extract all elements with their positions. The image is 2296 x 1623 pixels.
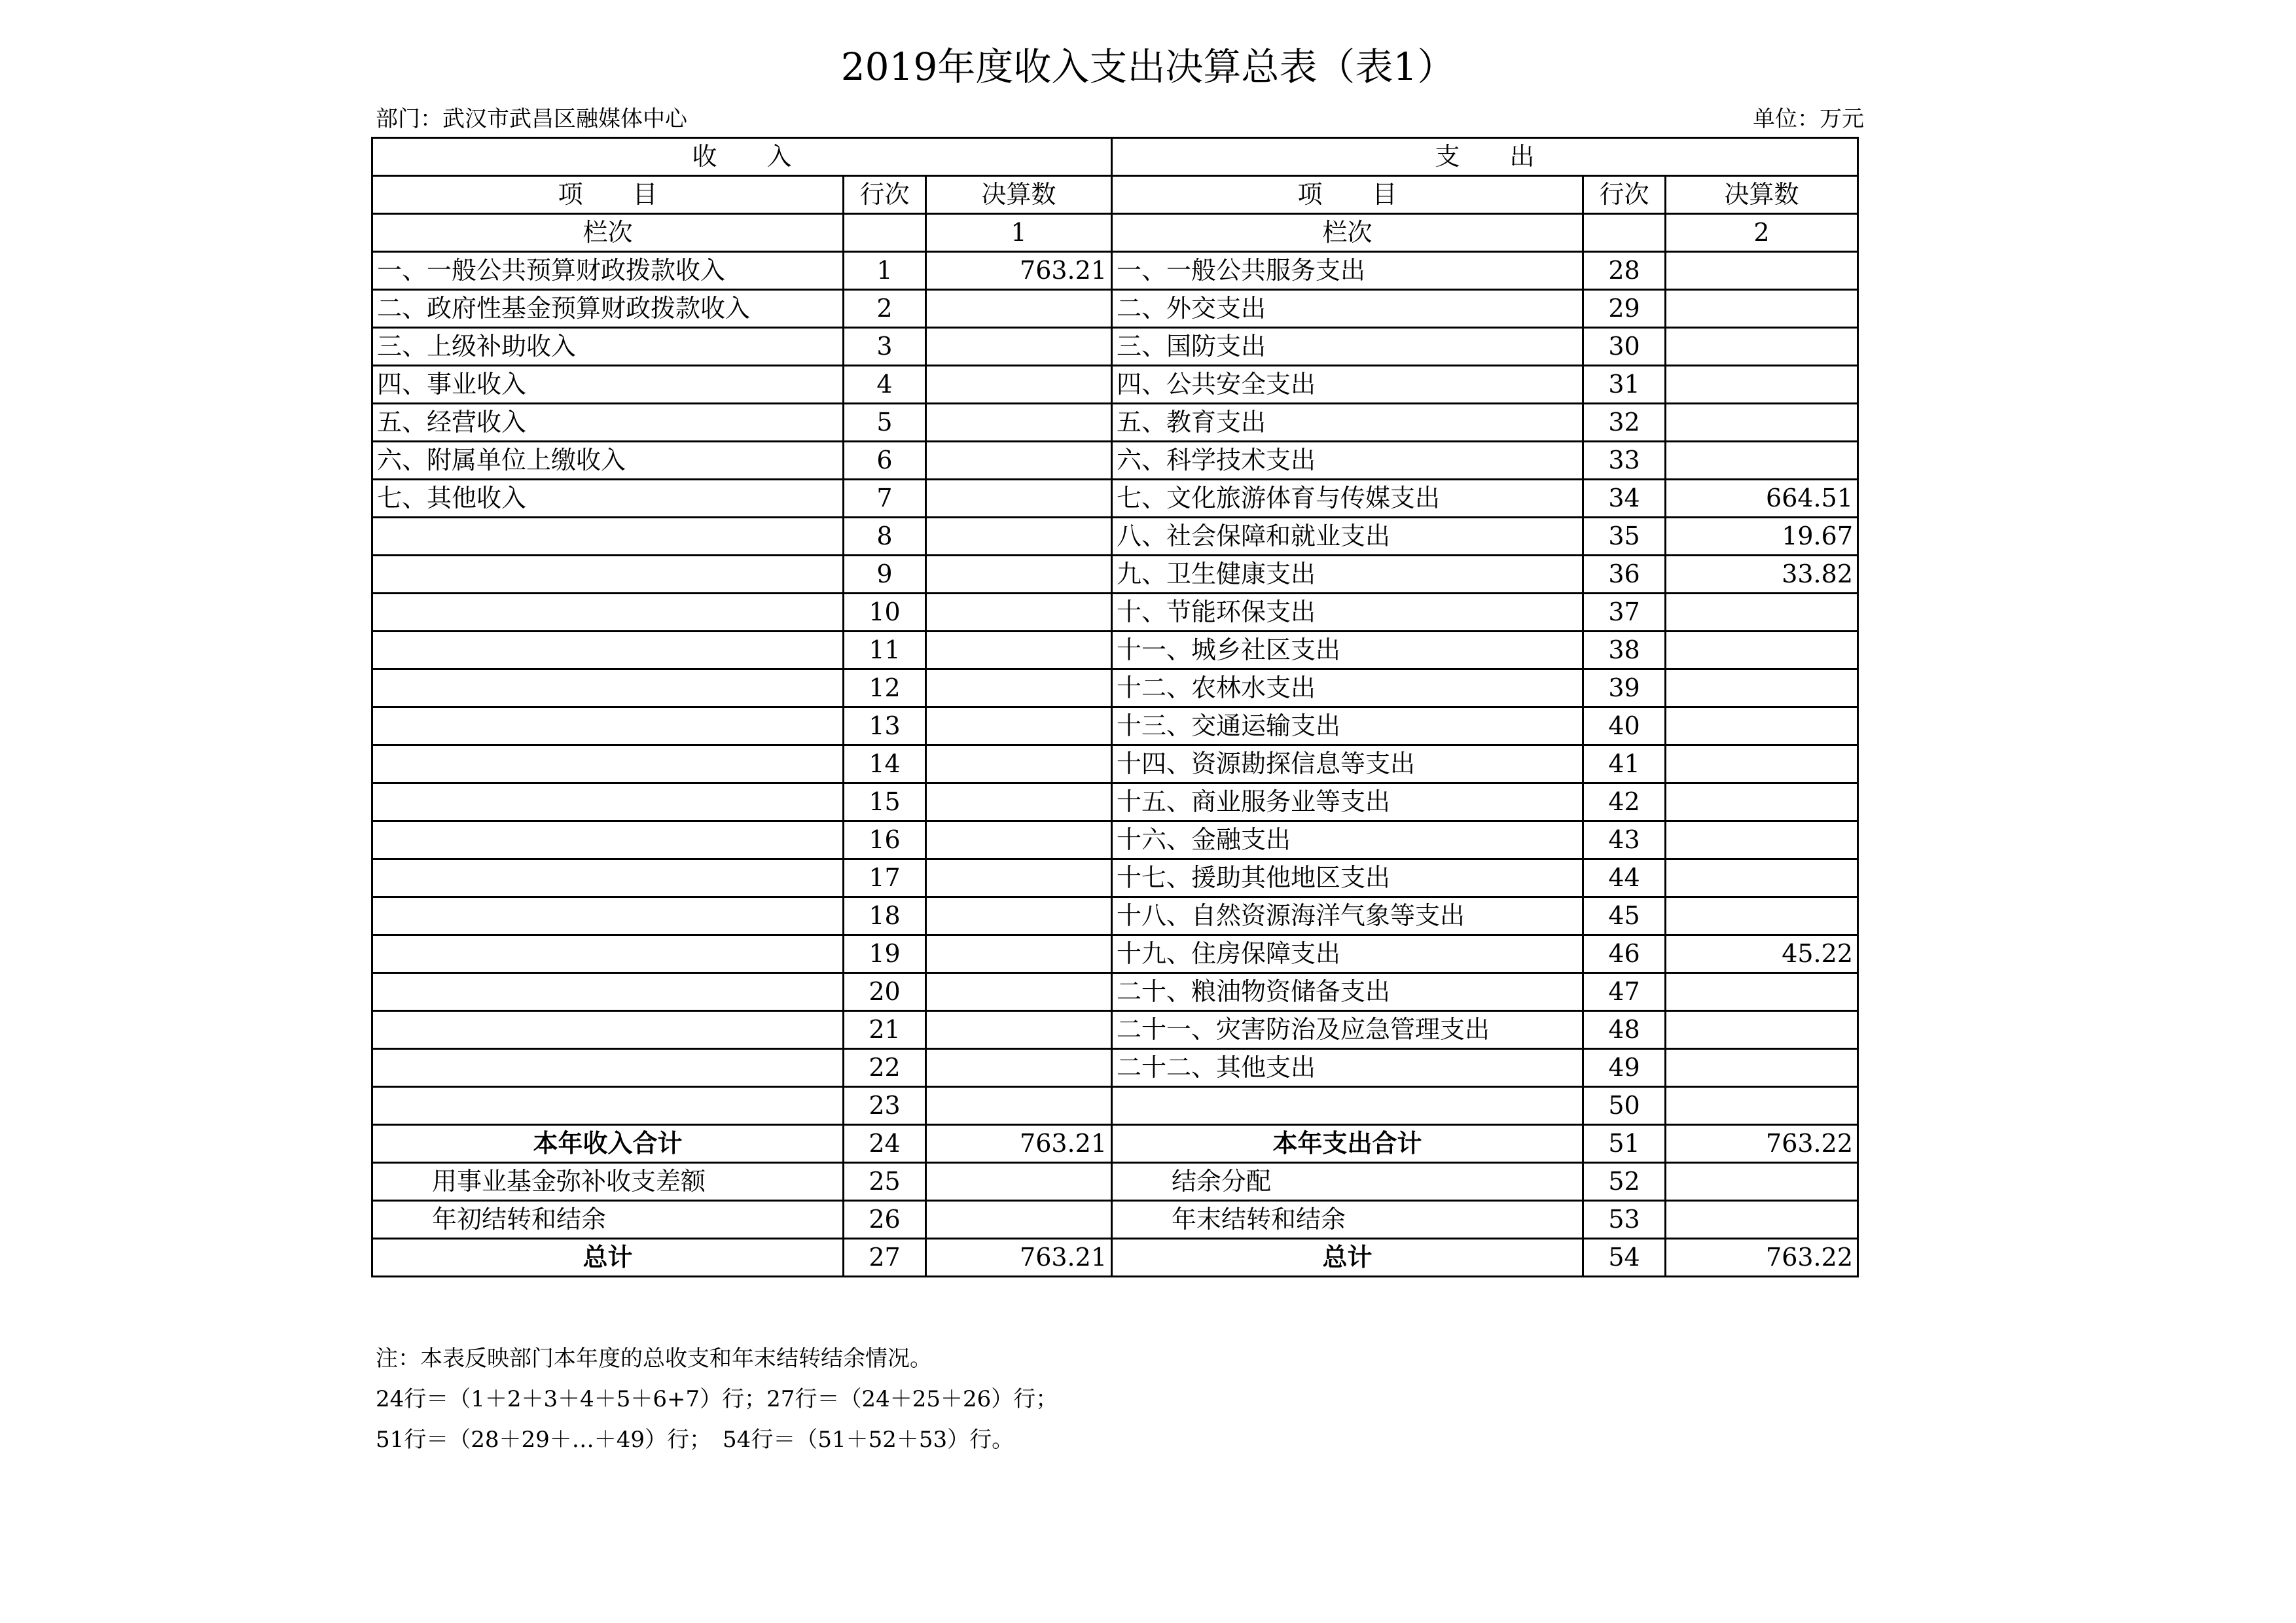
expense-item: 十、节能环保支出: [1112, 594, 1583, 632]
expense-row-number: 45: [1583, 897, 1666, 935]
income-item: [372, 1049, 844, 1087]
expense-amount-header: 决算数: [1666, 176, 1858, 214]
expense-item: 十二、农林水支出: [1112, 669, 1583, 707]
table-row: [372, 252, 1858, 290]
expense-column-index: 2: [1666, 214, 1858, 252]
income-item: [372, 821, 844, 859]
expense-amount: [1666, 1011, 1858, 1049]
note-line: 注：本表反映部门本年度的总收支和年末结转结余情况。: [376, 1346, 932, 1372]
expense-row-number: 42: [1583, 783, 1666, 821]
income-amount: [926, 480, 1112, 518]
income-row-number: 25: [844, 1163, 926, 1201]
expense-row-number: 48: [1583, 1011, 1666, 1049]
income-row-number: 24: [844, 1125, 926, 1163]
income-item: [372, 632, 844, 669]
table-row: [372, 821, 1858, 859]
income-amount: [926, 1087, 1112, 1125]
income-amount: [926, 556, 1112, 594]
income-item: 四、事业收入: [372, 366, 844, 404]
expense-amount: [1666, 859, 1858, 897]
header-row-sections: [372, 138, 1858, 176]
expense-item: 结余分配: [1112, 1163, 1583, 1201]
table-row: [372, 594, 1858, 632]
income-row-number: 19: [844, 935, 926, 973]
income-amount: [926, 1011, 1112, 1049]
table-row: [372, 1011, 1858, 1049]
income-item: [372, 897, 844, 935]
expense-amount: 45.22: [1666, 935, 1858, 973]
income-amount: [926, 404, 1112, 442]
expense-item: 十一、城乡社区支出: [1112, 632, 1583, 669]
income-amount: [926, 821, 1112, 859]
expense-amount: [1666, 290, 1858, 328]
income-column-label: 栏次: [372, 214, 844, 252]
income-amount: [926, 707, 1112, 745]
income-amount: [926, 518, 1112, 556]
expense-row-number: 41: [1583, 745, 1666, 783]
income-item: 三、上级补助收入: [372, 328, 844, 366]
expense-item: [1112, 1087, 1583, 1125]
income-amount: [926, 328, 1112, 366]
expense-amount: [1666, 404, 1858, 442]
expense-row-number: 52: [1583, 1163, 1666, 1201]
expense-item: 十五、商业服务业等支出: [1112, 783, 1583, 821]
income-row-number: 6: [844, 442, 926, 480]
income-row-number: 5: [844, 404, 926, 442]
table-row: [372, 480, 1858, 518]
income-item: 七、其他收入: [372, 480, 844, 518]
income-row-number: 16: [844, 821, 926, 859]
income-amount: [926, 1049, 1112, 1087]
expense-item: 二、外交支出: [1112, 290, 1583, 328]
expense-item: 七、文化旅游体育与传媒支出: [1112, 480, 1583, 518]
table-row: [372, 632, 1858, 669]
expense-row-number: 46: [1583, 935, 1666, 973]
income-item: 二、政府性基金预算财政拨款收入: [372, 290, 844, 328]
income-amount: [926, 632, 1112, 669]
expense-item: 十八、自然资源海洋气象等支出: [1112, 897, 1583, 935]
income-item: [372, 1011, 844, 1049]
table-row: [372, 707, 1858, 745]
expense-column-label: 栏次: [1112, 214, 1583, 252]
income-header: 收 入: [372, 138, 1112, 176]
expense-item: 三、国防支出: [1112, 328, 1583, 366]
expense-amount: [1666, 1049, 1858, 1087]
income-row-number: 2: [844, 290, 926, 328]
table-row: [372, 404, 1858, 442]
expense-item: 八、社会保障和就业支出: [1112, 518, 1583, 556]
income-item: 总计: [372, 1239, 844, 1277]
income-item: [372, 594, 844, 632]
note-line: 24行＝（1＋2＋3＋4＋5＋6+7）行；27行＝（24＋25＋26）行；: [376, 1386, 1058, 1412]
income-row-number: 18: [844, 897, 926, 935]
income-amount: [926, 935, 1112, 973]
expense-item: 二十二、其他支出: [1112, 1049, 1583, 1087]
expense-row-number: 32: [1583, 404, 1666, 442]
expense-item: 五、教育支出: [1112, 404, 1583, 442]
expense-item: 十六、金融支出: [1112, 821, 1583, 859]
expense-amount: [1666, 973, 1858, 1011]
total-row: [372, 1239, 1858, 1277]
expense-rowno-header: 行次: [1583, 176, 1666, 214]
income-row-number: 12: [844, 669, 926, 707]
table-row: [372, 745, 1858, 783]
table-row: [372, 897, 1858, 935]
income-amount: [926, 366, 1112, 404]
expense-item: 一、一般公共服务支出: [1112, 252, 1583, 290]
income-amount: 763.21: [926, 252, 1112, 290]
expense-row-number: 40: [1583, 707, 1666, 745]
income-item-header: 项 目: [372, 176, 844, 214]
income-row-number: 17: [844, 859, 926, 897]
income-amount: [926, 669, 1112, 707]
income-item: 本年收入合计: [372, 1125, 844, 1163]
income-rowno-header: 行次: [844, 176, 926, 214]
table-row: [372, 290, 1858, 328]
income-row-number: 20: [844, 973, 926, 1011]
expense-amount: 763.22: [1666, 1125, 1858, 1163]
expense-amount: [1666, 1163, 1858, 1201]
income-amount: [926, 1163, 1112, 1201]
empty-cell: [1583, 214, 1666, 252]
expense-item: 二十、粮油物资储备支出: [1112, 973, 1583, 1011]
expense-item: 十三、交通运输支出: [1112, 707, 1583, 745]
income-item: 六、附属单位上缴收入: [372, 442, 844, 480]
expense-item: 四、公共安全支出: [1112, 366, 1583, 404]
expense-amount: [1666, 632, 1858, 669]
income-row-number: 10: [844, 594, 926, 632]
income-row-number: 3: [844, 328, 926, 366]
income-amount: [926, 859, 1112, 897]
income-amount: [926, 745, 1112, 783]
income-row-number: 13: [844, 707, 926, 745]
table-row: [372, 366, 1858, 404]
expense-amount: 664.51: [1666, 480, 1858, 518]
table-row: [372, 973, 1858, 1011]
expense-amount: [1666, 328, 1858, 366]
table-row: [372, 1049, 1858, 1087]
table-row: [372, 1163, 1858, 1201]
income-row-number: 11: [844, 632, 926, 669]
expense-item: 十九、住房保障支出: [1112, 935, 1583, 973]
income-amount: 763.21: [926, 1125, 1112, 1163]
table-row: [372, 1201, 1858, 1239]
header-row-columns: [372, 176, 1858, 214]
income-row-number: 14: [844, 745, 926, 783]
expense-item: 六、科学技术支出: [1112, 442, 1583, 480]
note-line: 51行＝（28＋29＋…＋49）行； 54行＝（51＋52＋53）行。: [376, 1427, 1014, 1453]
table-row: [372, 859, 1858, 897]
income-item: [372, 935, 844, 973]
expense-amount: [1666, 442, 1858, 480]
table-row: [372, 783, 1858, 821]
income-row-number: 1: [844, 252, 926, 290]
income-row-number: 21: [844, 1011, 926, 1049]
expense-amount: [1666, 821, 1858, 859]
income-row-number: 22: [844, 1049, 926, 1087]
header-row-column-index: [372, 214, 1858, 252]
income-item: [372, 973, 844, 1011]
income-amount: [926, 290, 1112, 328]
income-item: [372, 783, 844, 821]
income-column-index: 1: [926, 214, 1112, 252]
income-item: [372, 707, 844, 745]
table-row: [372, 328, 1858, 366]
expense-row-number: 31: [1583, 366, 1666, 404]
unit-label: 单位：万元: [1753, 106, 1864, 132]
expense-amount: [1666, 897, 1858, 935]
expense-amount: 19.67: [1666, 518, 1858, 556]
expense-row-number: 38: [1583, 632, 1666, 669]
expense-row-number: 35: [1583, 518, 1666, 556]
expense-row-number: 44: [1583, 859, 1666, 897]
income-amount: [926, 442, 1112, 480]
expense-amount: 33.82: [1666, 556, 1858, 594]
income-amount: 763.21: [926, 1239, 1112, 1277]
table-row: [372, 935, 1858, 973]
income-amount: [926, 973, 1112, 1011]
expense-row-number: 33: [1583, 442, 1666, 480]
income-item: [372, 1087, 844, 1125]
income-item: 五、经营收入: [372, 404, 844, 442]
income-item: [372, 859, 844, 897]
table-row: [372, 1087, 1858, 1125]
income-amount-header: 决算数: [926, 176, 1112, 214]
expense-row-number: 49: [1583, 1049, 1666, 1087]
expense-row-number: 43: [1583, 821, 1666, 859]
income-amount: [926, 594, 1112, 632]
expense-item-header: 项 目: [1112, 176, 1583, 214]
income-item: [372, 669, 844, 707]
income-item: [372, 518, 844, 556]
income-amount: [926, 783, 1112, 821]
empty-cell: [844, 214, 926, 252]
expense-row-number: 39: [1583, 669, 1666, 707]
income-item: 用事业基金弥补收支差额: [372, 1163, 844, 1201]
income-row-number: 4: [844, 366, 926, 404]
income-row-number: 8: [844, 518, 926, 556]
expense-item: 九、卫生健康支出: [1112, 556, 1583, 594]
expense-amount: [1666, 594, 1858, 632]
expense-amount: [1666, 745, 1858, 783]
budget-table: [371, 137, 1859, 1277]
subtotal-row: [372, 1125, 1858, 1163]
expense-amount: [1666, 1201, 1858, 1239]
income-item: [372, 556, 844, 594]
expense-amount: [1666, 669, 1858, 707]
notes: [376, 1338, 1058, 1460]
expense-row-number: 34: [1583, 480, 1666, 518]
income-amount: [926, 1201, 1112, 1239]
expense-amount: 763.22: [1666, 1239, 1858, 1277]
income-item: 一、一般公共预算财政拨款收入: [372, 252, 844, 290]
page-title: 2019年度收入支出决算总表（表1）: [840, 45, 1456, 89]
expense-item: 十七、援助其他地区支出: [1112, 859, 1583, 897]
expense-amount: [1666, 252, 1858, 290]
income-row-number: 15: [844, 783, 926, 821]
expense-row-number: 51: [1583, 1125, 1666, 1163]
expense-row-number: 54: [1583, 1239, 1666, 1277]
income-item: [372, 745, 844, 783]
expense-row-number: 36: [1583, 556, 1666, 594]
expense-item: 本年支出合计: [1112, 1125, 1583, 1163]
table-row: [372, 556, 1858, 594]
expense-header: 支 出: [1112, 138, 1858, 176]
expense-item: 十四、资源勘探信息等支出: [1112, 745, 1583, 783]
expense-row-number: 30: [1583, 328, 1666, 366]
expense-amount: [1666, 366, 1858, 404]
expense-row-number: 29: [1583, 290, 1666, 328]
expense-row-number: 50: [1583, 1087, 1666, 1125]
income-item: 年初结转和结余: [372, 1201, 844, 1239]
expense-item: 二十一、灾害防治及应急管理支出: [1112, 1011, 1583, 1049]
income-row-number: 27: [844, 1239, 926, 1277]
expense-item: 总计: [1112, 1239, 1583, 1277]
expense-row-number: 47: [1583, 973, 1666, 1011]
income-row-number: 23: [844, 1087, 926, 1125]
table-row: [372, 518, 1858, 556]
department-label: 部门：武汉市武昌区融媒体中心: [376, 106, 687, 132]
table-row: [372, 442, 1858, 480]
expense-amount: [1666, 1087, 1858, 1125]
table-row: [372, 669, 1858, 707]
income-amount: [926, 897, 1112, 935]
expense-row-number: 37: [1583, 594, 1666, 632]
income-row-number: 7: [844, 480, 926, 518]
expense-item: 年末结转和结余: [1112, 1201, 1583, 1239]
expense-row-number: 53: [1583, 1201, 1666, 1239]
income-row-number: 9: [844, 556, 926, 594]
income-row-number: 26: [844, 1201, 926, 1239]
expense-row-number: 28: [1583, 252, 1666, 290]
expense-amount: [1666, 783, 1858, 821]
expense-amount: [1666, 707, 1858, 745]
